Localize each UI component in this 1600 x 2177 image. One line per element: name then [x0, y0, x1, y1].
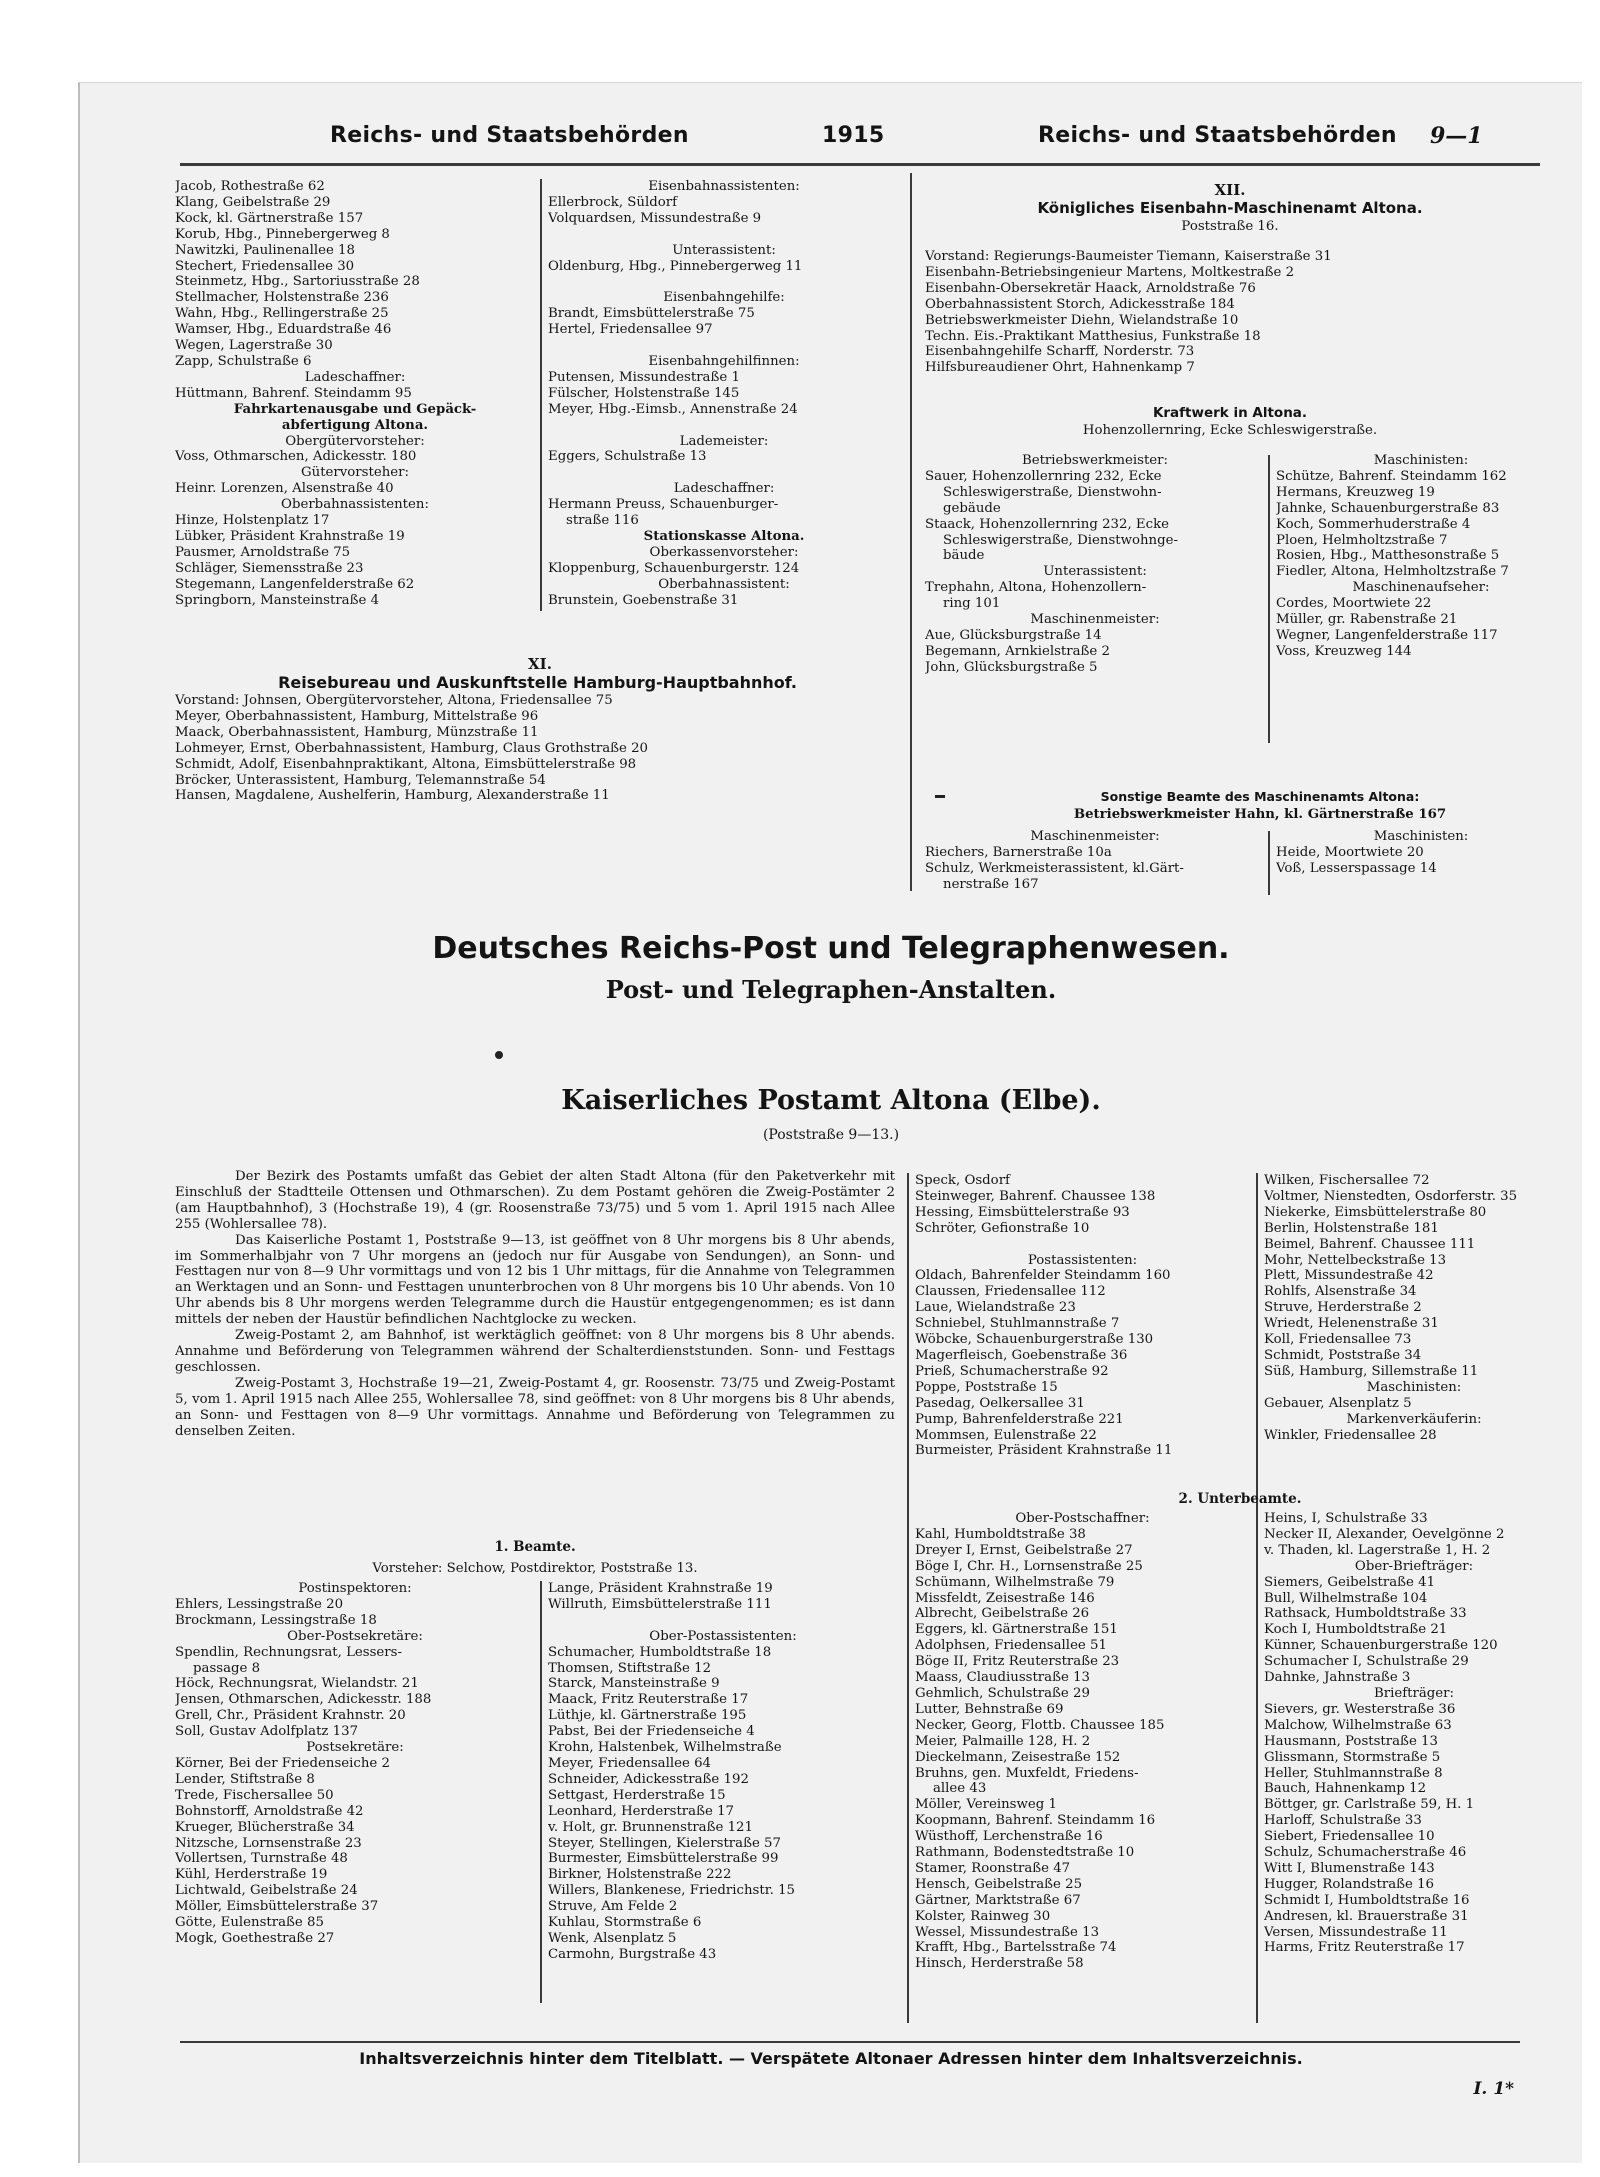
beamte-column-2: [548, 1581, 898, 1963]
list-item: John, Glücksburgstraße 5: [925, 659, 1098, 675]
list-item: Wahn, Hbg., Rellingerstraße 25: [175, 306, 389, 322]
kraftwerk-address: Hohenzollernring, Ecke Schleswigerstraße.: [1082, 423, 1378, 438]
list-item: Missfeldt, Zeisestraße 146: [915, 1590, 1095, 1606]
list-item: Leonhard, Herderstraße 17: [548, 1803, 734, 1819]
list-item: Dreyer I, Ernst, Geibelstraße 27: [915, 1542, 1133, 1558]
list-item: v. Holt, gr. Brunnenstraße 121: [548, 1819, 753, 1835]
list-item: v. Thaden, kl. Lagerstraße 1, H. 2: [1264, 1542, 1491, 1558]
list-item: Süß, Hamburg, Sillemstraße 11: [1264, 1363, 1479, 1379]
header-rule: [180, 163, 1540, 166]
list-item: Hessing, Eimsbüttelerstraße 93: [915, 1204, 1130, 1220]
list-item: Wenk, Alsenplatz 5: [548, 1930, 677, 1946]
list-item: Brandt, Eimsbüttelerstraße 75: [548, 306, 755, 322]
list-heading: Obergütervorsteher:: [285, 433, 425, 449]
list-heading: Postsekretäre:: [306, 1740, 404, 1756]
intro-paragraph: Zweig-Postamt 2, am Bahnhof, ist werktäglich geöffnet: von 8 Uhr morgens bis 8 Uhr abends. Annahme und Beförderung von Telegrammen während der Schalterdienststunden. Sonn- und Festtags geschlossen.: [175, 1328, 895, 1375]
list-item: Nitzsche, Lornsenstraße 23: [175, 1835, 362, 1851]
list-item: Burmester, Eimsbüttelerstraße 99: [548, 1851, 779, 1867]
list-item: bäude: [943, 548, 985, 564]
column-rule: [907, 1173, 909, 2023]
list-item: Künner, Schauenburgerstraße 120: [1264, 1638, 1498, 1654]
list-item: Thomsen, Stiftstraße 12: [548, 1660, 712, 1676]
list-item: Götte, Eulenstraße 85: [175, 1915, 324, 1931]
list-item: Schumacher I, Schulstraße 29: [1264, 1654, 1469, 1670]
dash-mark: [935, 795, 945, 798]
list-item: Gebauer, Alsenplatz 5: [1264, 1395, 1412, 1411]
list-item: Stechert, Friedensallee 30: [175, 258, 355, 274]
list-item: Bohnstorff, Arnoldstraße 42: [175, 1803, 364, 1819]
section-11-title: Reisebureau und Auskunftstelle Hamburg-Hauptbahnhof.: [278, 673, 797, 692]
list-item: Meyer, Oberbahnassistent, Hamburg, Mittelstraße 96: [175, 708, 539, 724]
list-item: Riechers, Barnerstraße 10a: [925, 844, 1112, 860]
list-item: Wamser, Hbg., Eduardstraße 46: [175, 322, 392, 338]
list-item: Springborn, Mansteinstraße 4: [175, 592, 380, 608]
running-head-right: Reichs- und Staatsbehörden: [1038, 123, 1397, 148]
list-item: Möller, Eimsbüttelerstraße 37: [175, 1899, 379, 1915]
list-item: Zapp, Schulstraße 6: [175, 353, 312, 369]
beamte-heading: 1. Beamte.: [494, 1539, 576, 1555]
kraftwerk-title: Kraftwerk in Altona.: [1152, 405, 1308, 421]
list-item: Glissmann, Stormstraße 5: [1264, 1749, 1441, 1765]
list-item: Dahnke, Jahnstraße 3: [1264, 1670, 1411, 1686]
list-item: Vorstand: Regierungs-Baumeister Tiemann, Kaiserstraße 31: [925, 249, 1332, 264]
list-heading: Eisenbahngehilfinnen:: [648, 353, 800, 369]
list-item: Vorstand: Johnsen, Obergütervorsteher, Altona, Friedensallee 75: [175, 693, 613, 708]
list-item: Kühl, Herderstraße 19: [175, 1867, 328, 1883]
list-item: Schleswigerstraße, Dienstwohnge-: [943, 532, 1178, 548]
section-12-address: Poststraße 16.: [1181, 219, 1279, 234]
list-item: Hugger, Rolandstraße 16: [1264, 1876, 1435, 1892]
list-item: Mommsen, Eulenstraße 22: [915, 1427, 1097, 1443]
list-item: Oldach, Bahrenfelder Steindamm 160: [915, 1268, 1171, 1284]
section-11-number: XI.: [528, 655, 552, 673]
footer-rule: [180, 2041, 1520, 2043]
list-item: Meyer, Hbg.-Eimsb., Annenstraße 24: [548, 401, 798, 417]
list-heading: Postinspektoren:: [298, 1581, 412, 1596]
list-item: Rosien, Hbg., Matthesonstraße 5: [1276, 548, 1500, 564]
list-item: Hermann Preuss, Schauenburger-: [548, 497, 779, 513]
list-item: Möller, Vereinsweg 1: [915, 1797, 1057, 1813]
list-item: Schmidt, Adolf, Eisenbahnpraktikant, Altona, Eimsbüttelerstraße 98: [175, 756, 637, 772]
list-item: Brockmann, Lessingstraße 18: [175, 1612, 377, 1628]
list-item: Krafft, Hbg., Bartelsstraße 74: [915, 1940, 1117, 1956]
list-item: Schmidt, Poststraße 34: [1264, 1347, 1422, 1363]
list-item: Lübker, Präsident Krahnstraße 19: [175, 528, 405, 544]
list-item: Kock, kl. Gärtnerstraße 157: [175, 210, 364, 226]
list-item: Wegner, Langenfelderstraße 117: [1276, 627, 1498, 643]
list-item: Necker, Georg, Flottb. Chaussee 185: [915, 1717, 1165, 1733]
list-item: [548, 338, 900, 354]
list-item: Müller, gr. Rabenstraße 21: [1276, 612, 1458, 628]
list-item: Grell, Chr., Präsident Krahnstr. 20: [175, 1708, 406, 1724]
list-heading: Ladeschaffner:: [304, 369, 406, 385]
list-item: Krueger, Blücherstraße 34: [175, 1819, 355, 1835]
list-item: Volquardsen, Missundestraße 9: [548, 210, 762, 226]
list-item: Koch, Sommerhuderstraße 4: [1276, 516, 1471, 532]
list-item: Harloff, Schulstraße 33: [1264, 1813, 1422, 1829]
list-item: Ploen, Helmholtzstraße 7: [1276, 532, 1448, 548]
list-item: Steinweger, Bahrenf. Chaussee 138: [915, 1188, 1156, 1204]
list-heading: abfertigung Altona.: [281, 417, 429, 433]
intro-paragraph: Das Kaiserliche Postamt 1, Poststraße 9—13, ist geöffnet von 8 Uhr morgens bis 8 Uhr abends, im Sommerhalbjahr von 7 Uhr morgens an (jedoch nur für Ausgabe von Sendungen), an Sonn- und Festtagen nur von 8—9 Uhr vormittags und von 12 bis 1 Uhr mittags, für die Annahme von Telegrammen an Werktagen und an Sonn- und Festtagen ununterbrochen von 8 Uhr morgens bis 10 Uhr abends. Von 10 Uhr abends bis 8 Uhr morgens werden Telegramme durch die Haustür entgegengenommen; es ist dann mittels der neben der Haustür befindlichen Nachtglocke zu wecken.: [175, 1232, 895, 1328]
list-item: Schumacher, Humboldtstraße 18: [548, 1644, 772, 1660]
list-item: Speck, Osdorf: [915, 1173, 1010, 1188]
list-item: Willruth, Eimsbüttelerstraße 111: [548, 1596, 772, 1612]
list-item: Koch I, Humboldtstraße 21: [1264, 1622, 1448, 1638]
page-number: 9—1: [1430, 123, 1483, 149]
list-item: Hinsch, Herderstraße 58: [915, 1956, 1084, 1972]
section-12-list: [925, 249, 1540, 376]
list-item: Spendlin, Rechnungsrat, Lessers-: [175, 1644, 402, 1660]
list-item: Klang, Geibelstraße 29: [175, 194, 331, 210]
column-rule: [1256, 1513, 1258, 2023]
list-item: Birkner, Holstenstraße 222: [548, 1867, 732, 1883]
list-heading: Briefträger:: [1373, 1685, 1454, 1701]
list-heading: Oberkassenvorsteher:: [649, 544, 799, 560]
list-item: Ehlers, Lessingstraße 20: [175, 1596, 344, 1612]
list-item: Bauch, Hahnenkamp 12: [1264, 1781, 1427, 1797]
list-item: Hilfsbureaudiener Ohrt, Hahnenkamp 7: [925, 360, 1195, 376]
list-heading: Eisenbahnassistenten:: [648, 179, 800, 194]
list-item: [548, 227, 900, 243]
list-heading: Unterassistent:: [672, 242, 776, 258]
list-item: Claussen, Friedensallee 112: [915, 1284, 1106, 1300]
list-heading: Maschinenmeister:: [1030, 829, 1160, 844]
list-item: Andresen, kl. Brauerstraße 31: [1264, 1908, 1469, 1924]
list-item: Heide, Moortwiete 20: [1276, 844, 1424, 860]
list-item: Böge I, Chr. H., Lornsenstraße 25: [915, 1558, 1143, 1574]
list-item: Bull, Wilhelmstraße 104: [1264, 1590, 1428, 1606]
kraftwerk-column-1: [925, 453, 1265, 676]
office-address: (Poststraße 9—13.): [762, 1127, 900, 1143]
list-item: Voss, Kreuzweg 144: [1276, 643, 1412, 659]
list-item: Willers, Blankenese, Friedrichstr. 15: [548, 1883, 795, 1899]
list-item: Meyer, Friedensallee 64: [548, 1755, 712, 1771]
list-item: Bruhns, gen. Muxfeldt, Friedens-: [915, 1765, 1139, 1781]
list-heading: Oberbahnassistent:: [658, 576, 790, 592]
list-heading: Markenverkäuferin:: [1346, 1411, 1482, 1427]
list-item: Gärtner, Marktstraße 67: [915, 1892, 1081, 1908]
list-item: Krohn, Halstenbek, Wilhelmstraße: [548, 1740, 782, 1756]
section-12-number: XII.: [1214, 181, 1246, 199]
list-item: Kolster, Rainweg 30: [915, 1908, 1051, 1924]
list-heading: Maschinisten:: [1366, 1379, 1462, 1395]
list-item: Dieckelmann, Zeisestraße 152: [915, 1749, 1121, 1765]
list-item: Wegen, Lagerstraße 30: [175, 338, 333, 354]
list-item: Settgast, Herderstraße 15: [548, 1787, 726, 1803]
list-item: Bröcker, Unterassistent, Hamburg, Telemannstraße 54: [175, 772, 546, 788]
list-item: Heller, Stuhlmannstraße 8: [1264, 1765, 1443, 1781]
list-item: Ellerbrock, Süldorf: [548, 194, 677, 210]
list-item: Voltmer, Nienstedten, Osdorferstr. 35: [1264, 1188, 1518, 1204]
running-head-year: 1915: [822, 123, 885, 148]
running-head-left: Reichs- und Staatsbehörden: [330, 123, 689, 148]
list-item: Stellmacher, Holstenstraße 236: [175, 290, 389, 306]
list-item: Burmeister, Präsident Krahnstraße 11: [915, 1443, 1173, 1459]
list-item: Kahl, Humboldtstraße 38: [915, 1526, 1086, 1542]
list-item: Necker II, Alexander, Oevelgönne 2: [1264, 1526, 1505, 1542]
kraftwerk-column-2: [1276, 453, 1566, 660]
list-heading: Oberbahnassistenten:: [281, 497, 429, 513]
list-item: Winkler, Friedensallee 28: [1264, 1427, 1437, 1443]
list-heading: Ober-Postassistenten:: [649, 1628, 797, 1644]
list-item: Rathsack, Humboldtstraße 33: [1264, 1606, 1467, 1622]
list-item: Hermans, Kreuzweg 19: [1276, 484, 1435, 500]
list-item: Putensen, Missundestraße 1: [548, 369, 740, 385]
list-item: Koll, Friedensallee 73: [1264, 1332, 1412, 1348]
list-item: Adolphsen, Friedensallee 51: [915, 1638, 1107, 1654]
list-item: Rathmann, Bodenstedtstraße 10: [915, 1845, 1135, 1861]
intro-paragraph: Zweig-Postamt 3, Hochstraße 19—21, Zweig-Postamt 4, gr. Roosenstr. 73/75 und Zweig-Postamt 5, vom 1. April 1915 nach Allee 255, Wohlersallee 78, sind geöffnet: von 8 Uhr morgens bis 8 Uhr abends, an Sonn- und Festtagen von 8—9 Uhr vormittags. Annahme und Beförderung von Telegrammen zu denselben Zeiten.: [175, 1375, 895, 1439]
section-12-title: Königliches Eisenbahn-Maschinenamt Altona.: [1037, 199, 1423, 217]
list-item: Prieß, Schumacherstraße 92: [915, 1363, 1109, 1379]
list-item: Heinr. Lorenzen, Alsenstraße 40: [175, 481, 394, 497]
list-item: Hüttmann, Bahrenf. Steindamm 95: [175, 385, 412, 401]
list-item: Schulz, Werkmeisterassistent, kl.Gärt-: [925, 860, 1184, 876]
list-item: gebäude: [943, 500, 1001, 516]
list-item: Korub, Hbg., Pinnebergerweg 8: [175, 226, 390, 242]
list-item: Berlin, Holstenstraße 181: [1264, 1220, 1439, 1236]
unterbeamte-column-4: [1264, 1511, 1564, 1956]
list-item: Kloppenburg, Schauenburgerstr. 124: [548, 560, 800, 576]
list-heading: Ober-Briefträger:: [1354, 1558, 1474, 1574]
list-item: Eggers, Schulstraße 13: [548, 449, 707, 465]
list-heading: Stationskasse Altona.: [643, 528, 805, 544]
list-item: [915, 1237, 1250, 1253]
list-item: Lutter, Behnstraße 69: [915, 1701, 1064, 1717]
column-rule: [1268, 455, 1270, 743]
list-item: Staack, Hohenzollernring 232, Ecke: [925, 516, 1169, 532]
list-item: Meier, Palmaille 128, H. 2: [915, 1733, 1091, 1749]
list-item: Pump, Bahrenfelderstraße 221: [915, 1411, 1124, 1427]
intro-paragraph: Der Bezirk des Postamts umfaßt das Gebiet der alten Stadt Altona (für den Paketverkehr mit Einschluß der Stadtteile Ottensen und Othmarschen). Zu dem Postamt gehören die Zweig-Postämter 2 (am Hauptbahnhof), 3 (Hochstraße 19), 4 (gr. Roosenstraße 73/75) und 5 vom 1. April 1915 nach Allee 255 (Wohlersallee 78).: [175, 1169, 895, 1232]
list-item: Pasedag, Oelkersallee 31: [915, 1395, 1085, 1411]
list-heading: Betriebswerkmeister:: [1021, 453, 1169, 468]
list-item: Schleswigerstraße, Dienstwohn-: [943, 484, 1162, 500]
list-item: Koopmann, Bahrenf. Steindamm 16: [915, 1813, 1156, 1829]
list-item: Vollertsen, Turnstraße 48: [175, 1851, 348, 1867]
list-heading: Fahrkartenausgabe und Gepäck-: [233, 401, 477, 417]
list-item: Lohmeyer, Ernst, Oberbahnassistent, Hamburg, Claus Grothstraße 20: [175, 740, 649, 756]
list-item: Lange, Präsident Krahnstraße 19: [548, 1581, 773, 1596]
sonstige-column-2: [1276, 829, 1566, 877]
scanned-page: [78, 82, 1582, 2163]
list-item: straße 116: [566, 513, 639, 529]
list-item: Jahnke, Schauenburgerstraße 83: [1276, 500, 1500, 516]
list-item: Hensch, Geibelstraße 25: [915, 1876, 1083, 1892]
list-item: Trede, Fischersallee 50: [175, 1787, 334, 1803]
list-item: Sauer, Hohenzollernring 232, Ecke: [925, 468, 1162, 484]
list-item: Eisenbahngehilfe Scharff, Norderstr. 73: [925, 344, 1195, 360]
list-item: Sievers, gr. Westerstraße 36: [1264, 1701, 1456, 1717]
list-item: Rohlfs, Alsenstraße 34: [1264, 1284, 1417, 1300]
column-rule: [910, 173, 912, 891]
post-column-4: [1264, 1173, 1564, 1443]
list-item: Harms, Fritz Reuterstraße 17: [1264, 1940, 1465, 1956]
list-item: Struve, Herderstraße 2: [1264, 1300, 1422, 1316]
list-item: Schläger, Siemensstraße 23: [175, 560, 364, 576]
list-item: Hansen, Magdalene, Aushelferin, Hamburg, Alexanderstraße 11: [175, 788, 610, 804]
list-item: Schneider, Adickesstraße 192: [548, 1771, 749, 1787]
sonstige-sub: Betriebswerkmeister Hahn, kl. Gärtnerstraße 167: [1073, 807, 1447, 822]
main-title: Deutsches Reichs-Post und Telegraphenwesen.: [432, 931, 1230, 966]
list-heading: Maschinenaufseher:: [1352, 580, 1490, 596]
main-subtitle: Post- und Telegraphen-Anstalten.: [605, 975, 1057, 1004]
list-item: Pabst, Bei der Friedenseiche 4: [548, 1724, 755, 1740]
sonstige-column-1: [925, 829, 1265, 893]
list-item: Begemann, Arnkielstraße 2: [925, 643, 1110, 659]
list-item: Laue, Wielandstraße 23: [915, 1300, 1076, 1316]
list-item: Böttger, gr. Carlstraße 59, H. 1: [1264, 1797, 1475, 1813]
list-item: ring 101: [943, 596, 1001, 612]
unterbeamte-column-3: [915, 1511, 1250, 1972]
list-item: allee 43: [933, 1781, 987, 1797]
list-item: Fiedler, Altona, Helmholtzstraße 7: [1276, 564, 1509, 580]
signature-mark: I. 1*: [1473, 2079, 1514, 2099]
list-item: Lichtwald, Geibelstraße 24: [175, 1883, 358, 1899]
list-item: Eggers, kl. Gärtnerstraße 151: [915, 1622, 1118, 1638]
list-item: [548, 418, 900, 434]
list-heading: Ober-Postsekretäre:: [287, 1628, 423, 1644]
list-item: Hertel, Friedensallee 97: [548, 322, 713, 338]
list-item: Lüthje, kl. Gärtnerstraße 195: [548, 1708, 747, 1724]
list-item: Beimel, Bahrenf. Chaussee 111: [1264, 1236, 1476, 1252]
list-item: Körner, Bei der Friedenseiche 2: [175, 1755, 390, 1771]
list-item: Mogk, Goethestraße 27: [175, 1930, 335, 1946]
list-item: Wessel, Missundestraße 13: [915, 1924, 1100, 1940]
list-item: Schniebel, Stuhlmannstraße 7: [915, 1316, 1120, 1332]
office-title: Kaiserliches Postamt Altona (Elbe).: [561, 1085, 1101, 1116]
list-item: Schröter, Gefionstraße 10: [915, 1220, 1090, 1236]
unterbeamte-heading: 2. Unterbeamte.: [1178, 1491, 1302, 1507]
list-heading: Eisenbahngehilfe:: [663, 290, 785, 306]
list-item: Oberbahnassistent Storch, Adickesstraße 184: [925, 296, 1235, 312]
list-item: Soll, Gustav Adolfplatz 137: [175, 1724, 359, 1740]
list-item: Stamer, Roonstraße 47: [915, 1860, 1071, 1876]
list-item: [548, 1613, 898, 1629]
list-item: Siemers, Geibelstraße 41: [1264, 1574, 1436, 1590]
list-item: Hinze, Holstenplatz 17: [175, 513, 330, 529]
ink-dot: [495, 1051, 503, 1059]
intro-text: [175, 1169, 895, 1439]
list-item: Starck, Mansteinstraße 9: [548, 1676, 720, 1692]
sonstige-title: Sonstige Beamte des Maschinenamts Altona:: [1100, 789, 1420, 804]
list-item: Techn. Eis.-Praktikant Matthesius, Funkstraße 18: [925, 328, 1261, 344]
footer-note: Inhaltsverzeichnis hinter dem Titelblatt. — Verspätete Altonaer Adressen hinter dem Inhaltsverzeichnis.: [359, 2049, 1303, 2068]
list-item: [548, 274, 900, 290]
list-item: Gehmlich, Schulstraße 29: [915, 1685, 1090, 1701]
list-item: Voß, Lesserspassage 14: [1276, 860, 1437, 876]
list-heading: Unterassistent:: [1043, 564, 1147, 580]
post-column-3: [915, 1173, 1250, 1459]
list-heading: Lademeister:: [679, 433, 769, 449]
list-heading: Ladeschaffner:: [673, 481, 775, 497]
list-item: [548, 465, 900, 481]
list-item: Pausmer, Arnoldstraße 75: [175, 544, 351, 560]
list-item: Witt I, Blumenstraße 143: [1264, 1860, 1435, 1876]
list-heading: Maschinisten:: [1373, 453, 1469, 468]
list-heading: Ober-Postschaffner:: [1015, 1511, 1150, 1526]
list-item: Wriedt, Helenenstraße 31: [1264, 1316, 1439, 1332]
list-item: Malchow, Wilhelmstraße 63: [1264, 1717, 1452, 1733]
list-item: Jensen, Othmarschen, Adickesstr. 188: [175, 1692, 432, 1708]
list-item: Eisenbahn-Betriebsingenieur Martens, Moltkestraße 2: [925, 264, 1295, 280]
list-item: Trephahn, Altona, Hohenzollern-: [925, 580, 1147, 596]
list-item: Wüsthoff, Lerchenstraße 16: [915, 1829, 1103, 1845]
vorsteher-line: Vorsteher: Selchow, Postdirektor, Poststraße 13.: [372, 1561, 698, 1576]
list-item: Mohr, Nettelbeckstraße 13: [1264, 1252, 1447, 1268]
list-item: Carmohn, Burgstraße 43: [548, 1946, 717, 1962]
list-item: Höck, Rechnungsrat, Wielandstr. 21: [175, 1676, 419, 1692]
list-item: Aue, Glücksburgstraße 14: [925, 627, 1102, 643]
list-item: Eisenbahn-Obersekretär Haack, Arnoldstraße 76: [925, 280, 1256, 296]
list-item: Schütze, Bahrenf. Steindamm 162: [1276, 468, 1507, 484]
beamte-column-1: [175, 1581, 535, 1947]
section-11-list: [175, 693, 900, 804]
list-item: Voss, Othmarschen, Adickesstr. 180: [175, 449, 417, 465]
column-rule: [1268, 831, 1270, 895]
list-item: Nawitzki, Paulinenallee 18: [175, 242, 355, 258]
list-item: Schulz, Schumacherstraße 46: [1264, 1845, 1467, 1861]
list-item: Lender, Stiftstraße 8: [175, 1771, 315, 1787]
list-item: Maack, Oberbahnassistent, Hamburg, Münzstraße 11: [175, 724, 539, 740]
list-item: Steyer, Stellingen, Kielerstraße 57: [548, 1835, 781, 1851]
list-item: Struve, Am Felde 2: [548, 1899, 678, 1915]
list-item: Wöbcke, Schauenburgerstraße 130: [915, 1332, 1154, 1348]
list-item: Versen, Missundestraße 11: [1264, 1924, 1448, 1940]
list-item: Böge II, Fritz Reuterstraße 23: [915, 1654, 1120, 1670]
top-column-1: [175, 179, 535, 608]
list-item: Cordes, Moortwiete 22: [1276, 596, 1432, 612]
list-item: Fülscher, Holstenstraße 145: [548, 385, 740, 401]
list-item: Albrecht, Geibelstraße 26: [915, 1606, 1090, 1622]
list-item: Wilken, Fischersallee 72: [1264, 1173, 1430, 1188]
list-item: Brunstein, Goebenstraße 31: [548, 592, 739, 608]
list-item: Plett, Missundestraße 42: [1264, 1268, 1434, 1284]
list-heading: Maschinenmeister:: [1030, 612, 1160, 628]
list-item: Schümann, Wilhelmstraße 79: [915, 1574, 1115, 1590]
list-heading: Postassistenten:: [1027, 1252, 1138, 1268]
list-item: Magerfleisch, Goebenstraße 36: [915, 1347, 1128, 1363]
list-item: Niekerke, Eimsbüttelerstraße 80: [1264, 1204, 1487, 1220]
list-item: Maass, Claudiusstraße 13: [915, 1670, 1090, 1686]
list-item: Siebert, Friedensallee 10: [1264, 1829, 1435, 1845]
list-heading: Maschinisten:: [1373, 829, 1469, 844]
top-column-2: [548, 179, 900, 608]
list-item: Jacob, Rothestraße 62: [175, 179, 325, 194]
column-rule: [540, 1581, 542, 2003]
list-item: Betriebswerkmeister Diehn, Wielandstraße 10: [925, 312, 1239, 328]
list-heading: Gütervorsteher:: [301, 465, 409, 481]
list-item: Hausmann, Poststraße 13: [1264, 1733, 1438, 1749]
list-item: passage 8: [193, 1660, 261, 1676]
list-item: Maack, Fritz Reuterstraße 17: [548, 1692, 749, 1708]
list-item: nerstraße 167: [943, 876, 1039, 892]
list-item: Steinmetz, Hbg., Sartoriusstraße 28: [175, 274, 420, 290]
list-item: Poppe, Poststraße 15: [915, 1379, 1058, 1395]
list-item: Schmidt I, Humboldtstraße 16: [1264, 1892, 1470, 1908]
list-item: Oldenburg, Hbg., Pinnebergerweg 11: [548, 258, 803, 274]
list-item: Stegemann, Langenfelderstraße 62: [175, 576, 415, 592]
list-item: Kuhlau, Stormstraße 6: [548, 1915, 702, 1931]
list-item: Heins, I, Schulstraße 33: [1264, 1511, 1428, 1526]
column-rule: [540, 179, 542, 611]
